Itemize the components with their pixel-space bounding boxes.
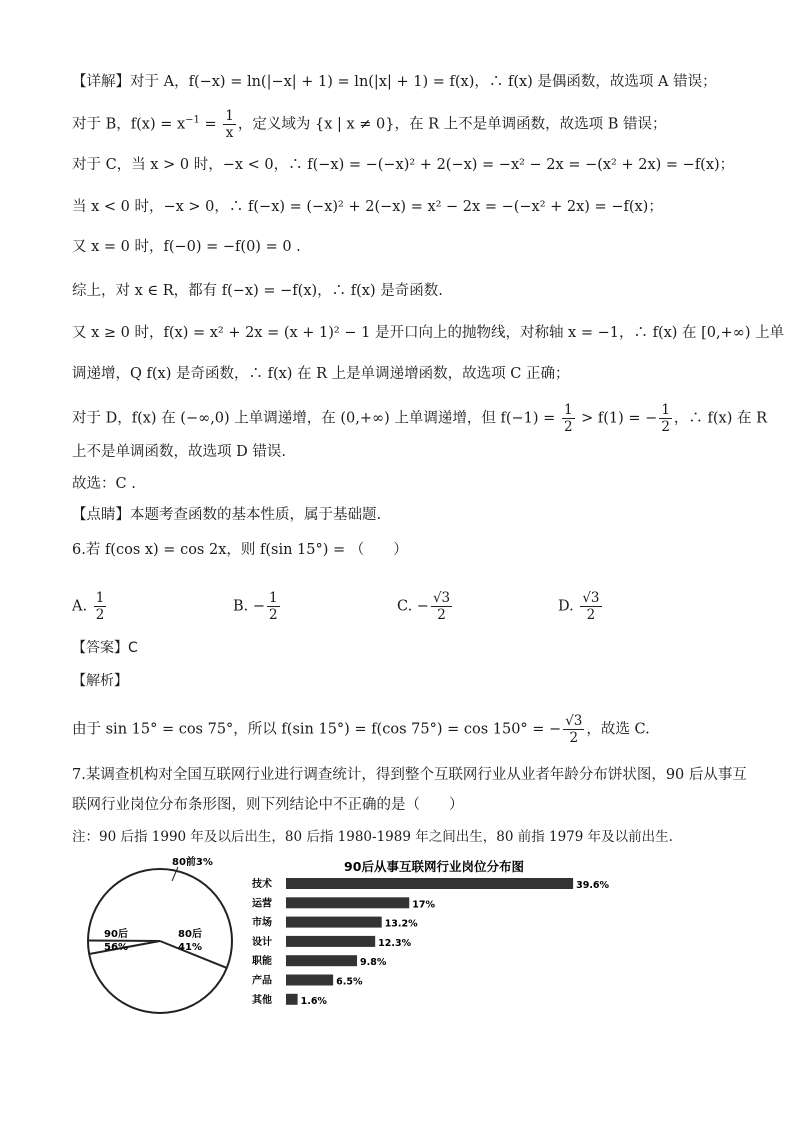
value-label: 6.5% [336,976,363,988]
category-label: 职能 [252,956,272,968]
numerator: 1 [95,590,105,606]
fraction [562,402,575,435]
line-detail-c4: 又 x ≥ 0 时，f(x) = x² + 2x = (x + 1)² − 1 是开口向上的抛物线，对称轴 x = −1，∴ f(x) 在 [0,+∞) 上单 [72,325,785,341]
line-detail-c5: 调递增，Q f(x) 是奇函数，∴ f(x) 在 R 上是单调递增函数，故选项 C 正确； [72,366,570,382]
exponent: −1 [185,114,200,126]
value-label: 13.2% [384,918,418,930]
category-label: 技术 [252,879,272,890]
option-label: C. [397,598,413,615]
numerator: 1 [225,108,234,124]
bar [286,994,298,1005]
numerator: √3 [565,713,583,729]
line-detail-c2: 当 x < 0 时，−x > 0，∴ f(−x) = (−x)² + 2(−x) = x² − 2x = −(−x² + 2x) = −f(x)； [72,199,663,215]
numerator: 1 [563,402,573,418]
numerator: √3 [432,590,451,606]
denominator: 2 [437,607,446,623]
pie-slice-label: 80前3% [172,857,213,868]
bar [286,878,573,889]
text: 对于 D，f(x) 在 (−∞,0) 上单调递增，在 (0,+∞) 上单调递增，但 f(−1) = [72,410,560,427]
question-7-line-1: 7.某调查机构对全国互联网行业进行调查统计，得到整个互联网行业从业者年龄分布饼状图，90 后从事互 [72,767,747,783]
value-label: 9.8% [360,957,387,969]
denominator: 2 [661,419,670,435]
value-label: 17% [412,899,435,911]
solution-tag: 【解析】 [72,673,128,689]
category-label: 市场 [252,917,272,929]
fraction [563,713,584,746]
fraction [659,402,672,435]
line-detail-c: 对于 C，当 x > 0 时，−x < 0，∴ f(−x) = −(−x)² + 2(−x) = −x² − 2x = −(x² + 2x) = −f(x)； [72,157,735,173]
text: ，∴ f(x) 在 R [673,410,768,427]
line-detail-b [72,108,667,141]
pie-slice-label: 80后 [178,929,202,940]
option-c [397,590,454,623]
numerator: 1 [269,590,278,606]
bar [286,955,357,966]
text: > f(1) = − [576,410,658,427]
denominator: 2 [586,607,596,623]
numerator: √3 [582,590,600,606]
bar [286,936,375,947]
question-7-line-2: 联网行业岗位分布条形图，则下列结论中不正确的是（ ） [72,797,464,813]
text: 由于 sin 15° = cos 75°，所以 f(sin 15°) = f(cos 75°) = cos 150° = − [72,721,562,738]
bar [286,917,382,928]
pie-slice-label: 90后 [104,929,128,940]
question-6: 6.若 f(cos x) = cos 2x，则 f(sin 15°) = （ ） [72,542,408,558]
pie-slice-label: 41% [178,942,202,953]
option-label: B. [233,598,249,615]
option-label: D. [558,598,574,615]
text: 对于 B，f(x) = x [72,116,186,133]
value-label: 39.6% [576,880,610,891]
text: = [199,116,222,133]
fraction [223,108,236,141]
option-b [233,590,282,623]
option-sign: − [252,598,266,615]
pie-slice-label: 56% [104,942,128,953]
solution-line [72,713,650,746]
job-bar-chart [250,855,630,1015]
denominator: 2 [563,419,573,435]
line-detail-a: 【详解】对于 A，f(−x) = ln(|−x| + 1) = ln(|x| + 1) = f(x)，∴ f(x) 是偶函数，故选项 A 错误； [72,74,717,90]
line-detail-d [72,402,767,435]
denominator: 2 [95,607,105,623]
denominator: 2 [569,730,579,746]
numerator: 1 [661,402,670,418]
denominator: x [225,125,234,141]
line-comment: 【点睛】本题考查函数的基本性质，属于基础题. [72,507,382,523]
fraction [267,590,280,623]
text: ，故选 C. [586,721,650,738]
pie-slice-boundary [88,940,160,941]
option-label: A. [72,598,88,615]
line-detail-d2: 上不是单调函数，故选项 D 错误. [72,444,286,460]
bar [286,975,333,986]
fraction [580,590,601,623]
age-pie-chart [80,853,250,1023]
line-answer-choice: 故选：C . [72,476,136,492]
text: ，定义域为 {x | x ≠ 0}，在 R 上不是单调函数，故选项 B 错误； [237,116,667,133]
question-7-note: 注：90 后指 1990 年及以后出生，80 后指 1980-1989 年之间出生，80 前指 1979 年及以前出生. [72,829,673,845]
option-sign: − [416,598,429,615]
option-a [72,590,108,623]
answer-tag: 【答案】C [72,640,138,656]
category-label: 产品 [252,975,272,987]
value-label: 1.6% [300,995,327,1007]
category-label: 其他 [252,994,272,1006]
option-d [558,590,604,623]
fraction [94,590,107,623]
fraction [431,590,452,623]
denominator: 2 [269,607,278,623]
category-label: 设计 [252,936,272,948]
line-detail-c3: 又 x = 0 时，f(−0) = −f(0) = 0 . [72,239,301,255]
line-conclusion: 综上，对 x ∈ R，都有 f(−x) = −f(x)，∴ f(x) 是奇函数. [72,283,443,299]
value-label: 12.3% [378,937,412,949]
chart-title: 90后从事互联网行业岗位分布图 [344,859,524,874]
category-label: 运营 [252,898,272,910]
bar [286,897,409,908]
